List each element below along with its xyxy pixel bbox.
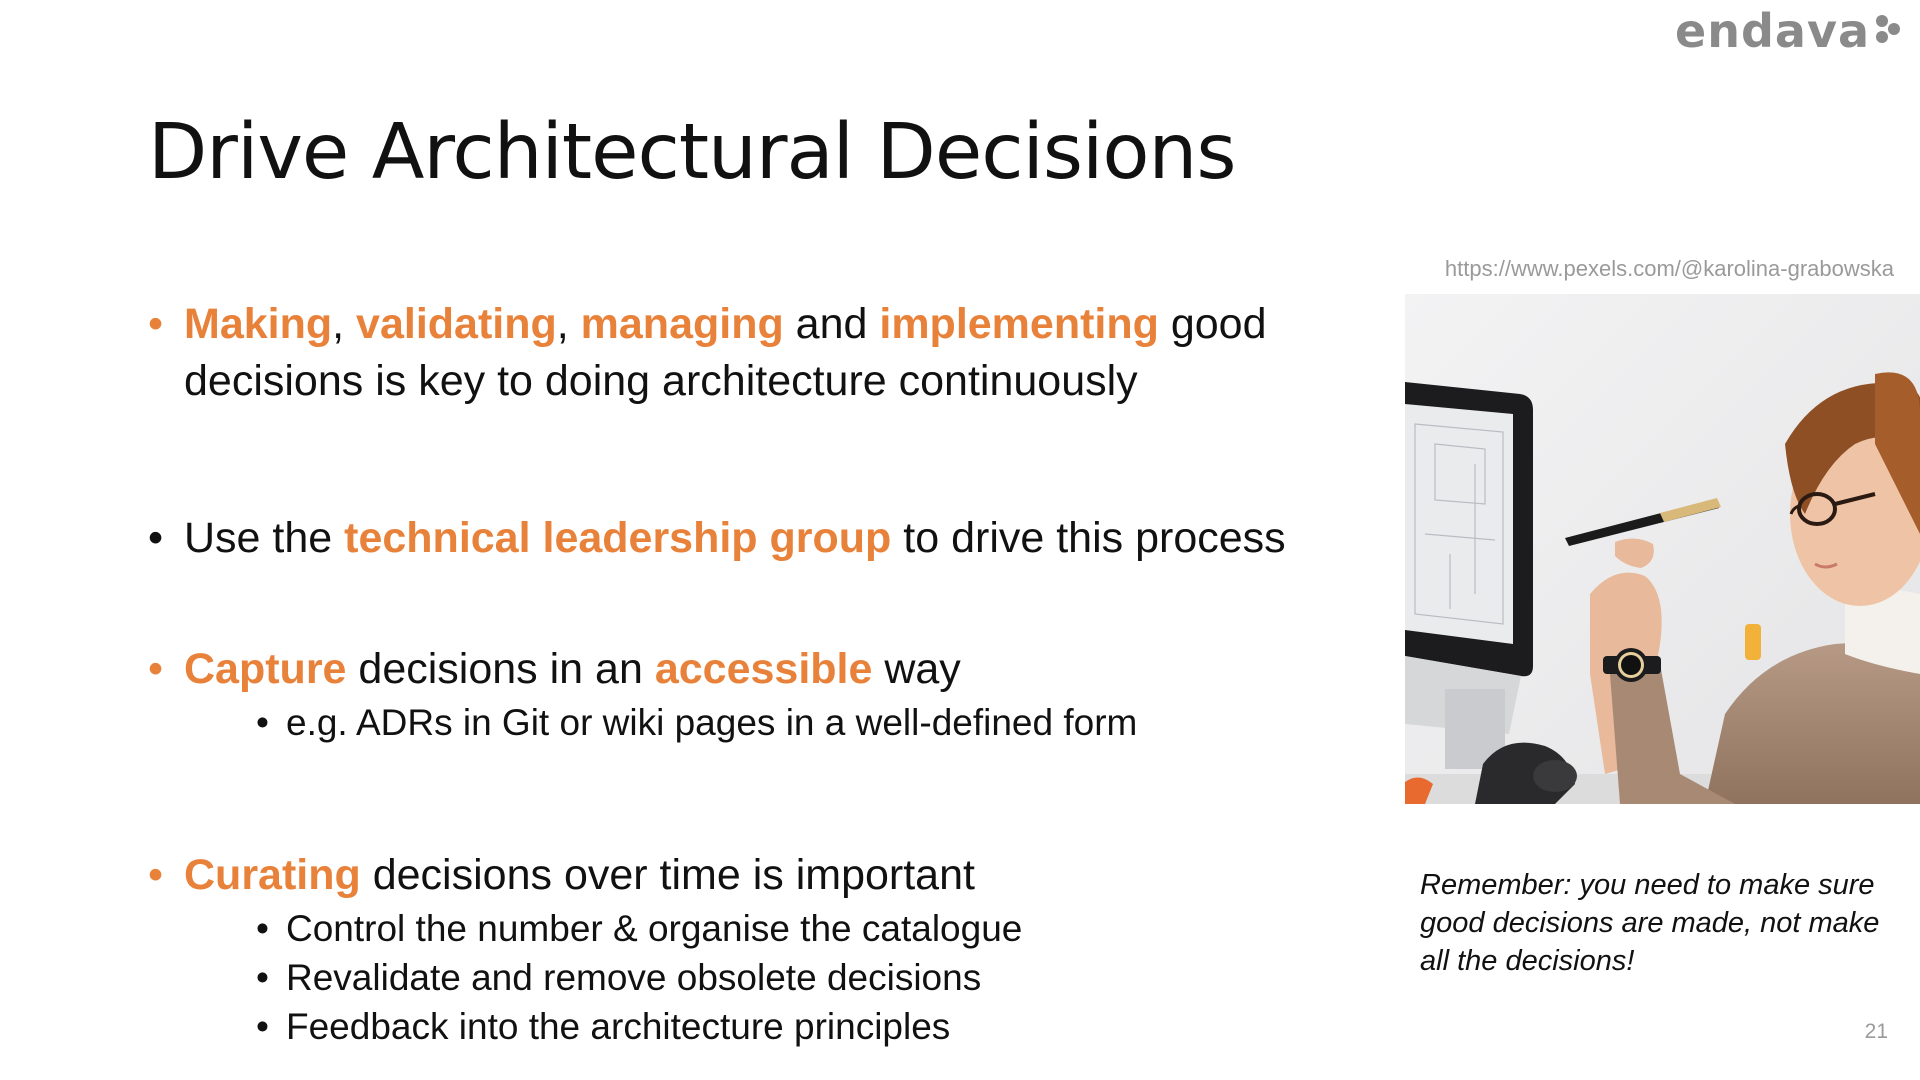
bullet-text: , — [556, 300, 581, 348]
bullet-list — [148, 296, 1288, 1051]
bullet-text: Use the — [184, 514, 345, 562]
photo-credit: https://www.pexels.com/@karolina-grabowska — [1444, 256, 1894, 281]
bullet-3 — [148, 641, 1288, 698]
bullet-text: to drive this process — [891, 514, 1286, 562]
highlight-text: Capture — [184, 645, 347, 693]
bullet-2 — [148, 510, 1288, 567]
sub-bullet: • Control the number & organise the catalogue — [256, 904, 1288, 953]
sub-bullet: • Revalidate and remove obsolete decisions — [256, 953, 1288, 1002]
highlight-text: managing — [580, 300, 784, 348]
logo-text: endava — [1675, 4, 1870, 58]
bullet-text: and — [783, 300, 880, 348]
bullet-4-sublist — [148, 904, 1288, 1051]
highlight-text: Making — [184, 300, 333, 348]
bullet-text: way — [872, 645, 961, 693]
photo-woman-with-pen — [1405, 294, 1920, 804]
highlight-text: Curating — [184, 851, 361, 899]
remember-note: Remember: you need to make sure good decisions are made, not make all the decisions! — [1420, 869, 1880, 977]
slide-title: Drive Architectural Decisions — [148, 108, 1236, 197]
endava-mark-icon — [1874, 14, 1902, 49]
highlight-text: implementing — [879, 300, 1159, 348]
highlight-text: accessible — [654, 645, 873, 693]
bullet-1 — [148, 296, 1288, 410]
bullet-text: decisions over time is important — [360, 851, 975, 899]
bullet-text: good decisions is key to doing architecture continuously — [184, 300, 1267, 405]
sub-bullet: • e.g. ADRs in Git or wiki pages in a well-defined form — [256, 698, 1288, 747]
bullet-text: decisions in an — [346, 645, 655, 693]
highlight-text: technical leadership group — [344, 514, 892, 562]
highlight-text: validating — [356, 300, 557, 348]
bullet-3-sublist — [148, 698, 1288, 747]
sub-bullet: • Feedback into the architecture principles — [256, 1002, 1288, 1051]
endava-logo — [1675, 4, 1902, 58]
bullet-4 — [148, 847, 1288, 904]
bullet-text: , — [332, 300, 357, 348]
page-number: 21 — [1864, 1020, 1888, 1043]
